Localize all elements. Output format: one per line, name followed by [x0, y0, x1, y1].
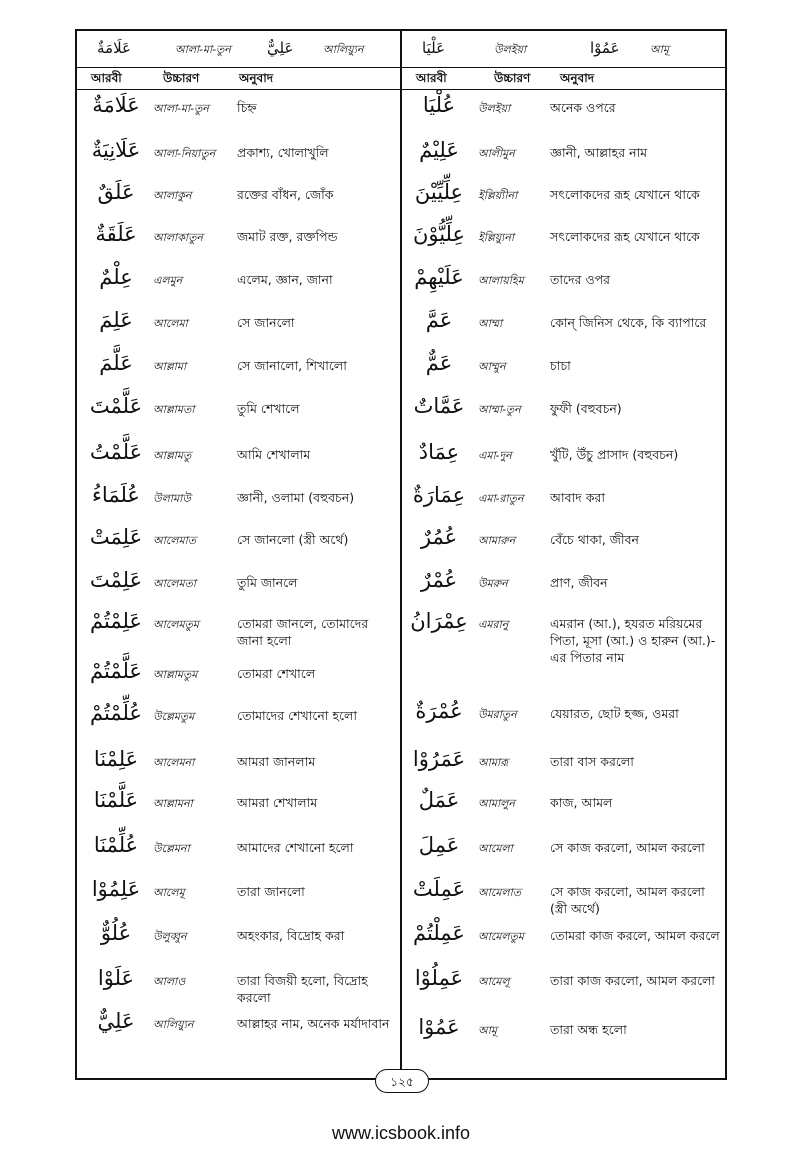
meaning: আবাদ করা	[550, 490, 605, 505]
arabic-word: عَلِمَتْ	[89, 525, 143, 549]
col-arabic-right: আরবী	[416, 71, 447, 85]
col-pron-right: উচ্চারণ	[494, 71, 531, 85]
meaning: সে জানলো	[237, 315, 295, 330]
arabic-word: عَلِيْمٌ	[419, 138, 459, 162]
guide-translit-right-2: আমূ	[650, 43, 669, 56]
meaning: তোমরা জানলে, তোমাদের জানা হলো	[237, 616, 369, 648]
pronunciation: উল্লেমনা	[153, 842, 190, 855]
pronunciation: আলেমনা	[153, 756, 195, 769]
meaning: জমাট রক্ত, রক্তপিন্ড	[237, 229, 338, 244]
page-number: ১২৫	[375, 1069, 429, 1093]
pronunciation: এলমুন	[153, 274, 183, 287]
arabic-word: عَلِمْتَ	[89, 568, 143, 592]
arabic-word: عَمَلٌ	[418, 788, 460, 812]
footer-url: www.icsbook.info	[331, 1123, 471, 1143]
arabic-word: عُمُرٌ	[420, 525, 458, 549]
arabic-word: عَلَّمْتُ	[89, 440, 143, 464]
arabic-word: عَمَّ	[425, 308, 453, 332]
meaning: সে জানলো (স্ত্রী অর্থে)	[237, 532, 349, 547]
meaning: অনেক ওপরে	[550, 100, 616, 115]
pronunciation: উলইয়া	[478, 102, 511, 115]
meaning: চিহ্ন	[237, 100, 257, 115]
pronunciation: উলামাউ	[153, 492, 191, 505]
arabic-word: عُلَمَاءُ	[92, 483, 140, 507]
pronunciation: আম্মা-তুন	[478, 403, 521, 416]
guide-arabic-left-2: عَلِيٌّ	[267, 39, 294, 57]
arabic-word: عُمْرَةٌ	[415, 699, 463, 723]
arabic-word: عَمِلَتْ	[412, 877, 466, 901]
meaning: তুমি জানলে	[237, 575, 298, 590]
pronunciation: আম্মুন	[478, 360, 506, 373]
pronunciation: আলেমূ	[153, 886, 185, 899]
col-meaning-right: অনুবাদ	[560, 71, 595, 85]
guide-arabic-left-1: عَلَامَةٌ	[97, 39, 131, 57]
pronunciation: আল্লামনা	[153, 797, 193, 810]
meaning: তারা জানলো	[237, 884, 305, 899]
pronunciation: ইল্লিয়্যুনা	[478, 231, 515, 244]
arabic-word: عَمِلُوْا	[414, 966, 464, 990]
pronunciation: উলুব্বুন	[153, 930, 187, 943]
left-entry-column	[77, 31, 400, 1078]
arabic-word: عِمَادٌ	[418, 440, 460, 464]
arabic-word: عَلِمُوْا	[91, 877, 141, 901]
arabic-word: عَمُوْا	[418, 1015, 460, 1039]
arabic-word: عَمَرُوْا	[412, 747, 466, 771]
arabic-word: عَلِمَ	[99, 308, 133, 332]
meaning: বেঁচে থাকা, জীবন	[550, 532, 639, 547]
arabic-word: عَلَّمْتُمْ	[90, 659, 142, 683]
pronunciation: এমা-দুন	[478, 449, 512, 462]
pronunciation: আল্লামতু	[153, 449, 192, 462]
arabic-word: عَمِلْتُمْ	[413, 921, 465, 945]
meaning: তোমরা শেখালে	[237, 666, 316, 681]
arabic-word: عَلَقَةٌ	[95, 222, 137, 246]
arabic-word: عَلِمْنَا	[93, 747, 139, 771]
guide-translit-left-2: আলিয়্যুন	[323, 43, 364, 56]
meaning: প্রাণ, জীবন	[550, 575, 608, 590]
pronunciation: ইল্লিয়্যীনা	[478, 189, 518, 202]
pronunciation: আলা-নিয়াতুন	[153, 147, 216, 160]
pronunciation: আলাকাতুন	[153, 231, 203, 244]
pronunciation: আমারুন	[478, 534, 516, 547]
arabic-word: عُلُوٌّ	[100, 921, 132, 945]
arabic-word: عُلِّمْنَا	[93, 833, 139, 857]
pronunciation: আলায়হিম	[478, 274, 524, 287]
meaning: সৎলোকদের রূহ যেখানে থাকে	[550, 187, 700, 202]
pronunciation: আলেমতুম	[153, 618, 199, 631]
meaning: আল্লাহর নাম, অনেক মর্যাদাবান	[237, 1016, 390, 1031]
pronunciation: উল্লেমতুম	[153, 710, 195, 723]
arabic-word: عُمْرٌ	[420, 568, 458, 592]
arabic-word: عُلْيَا	[422, 93, 456, 117]
pronunciation: আমূ	[478, 1024, 497, 1037]
meaning: তারা কাজ করলো, আমল করলো	[550, 973, 715, 988]
pronunciation: আল্লামতুম	[153, 668, 198, 681]
meaning: সৎলোকদের রূহ যেখানে থাকে	[550, 229, 700, 244]
meaning: চাচা	[550, 358, 571, 373]
pronunciation: আমেলূ	[478, 975, 510, 988]
arabic-word: عَلَامَةٌ	[92, 93, 140, 117]
pronunciation: আমালুন	[478, 797, 515, 810]
meaning: প্রকাশ্য, খোলাখুলি	[237, 145, 329, 160]
meaning: খুঁটি, উঁচু প্রাসাদ (বহুবচন)	[550, 447, 679, 462]
meaning: তারা অন্ধ হলো	[550, 1022, 627, 1037]
guide-translit-left-1: আলা-মা-তুন	[175, 43, 231, 56]
pronunciation: আলেমতা	[153, 577, 196, 590]
arabic-word: عِلِّيِّيْنَ	[414, 180, 464, 204]
pronunciation: আমারূ	[478, 756, 509, 769]
arabic-word: عَلِيٌّ	[97, 1009, 135, 1033]
arabic-word: عَلِمْتُمْ	[90, 609, 142, 633]
meaning: যেয়ারত, ছোট হজ্জ, ওমরা	[550, 706, 679, 721]
right-entry-column	[402, 31, 725, 1078]
pronunciation: আল্লামতা	[153, 403, 195, 416]
meaning: আমাদের শেখানো হলো	[237, 840, 354, 855]
arabic-word: عَمٌّ	[425, 351, 453, 375]
arabic-word: عَلَقٌ	[97, 180, 135, 204]
arabic-word: عَلَّمَ	[99, 351, 133, 375]
pronunciation: আলা-মা-তুন	[153, 102, 209, 115]
meaning: জ্ঞানী, ওলামা (বহুবচন)	[237, 490, 355, 505]
guide-arabic-right-1: عَلْيَا	[422, 39, 446, 57]
arabic-word: عِلْمٌ	[99, 265, 133, 289]
meaning: তোমাদের শেখানো হলো	[237, 708, 357, 723]
col-pron-left: উচ্চারণ	[163, 71, 200, 85]
col-meaning-left: অনুবাদ	[239, 71, 274, 85]
meaning: আমরা জানলাম	[237, 754, 316, 769]
guide-translit-right-1: উলইয়া	[494, 43, 527, 56]
meaning: এলেম, জ্ঞান, জানা	[237, 272, 333, 287]
meaning: কাজ, আমল	[550, 795, 613, 810]
pronunciation: এমা-রাতুন	[478, 492, 524, 505]
meaning: অহংকার, বিদ্রোহ করা	[237, 928, 345, 943]
pronunciation: উমরুন	[478, 577, 508, 590]
meaning: এমরান (আ.), হযরত মরিয়মের পিতা, মূসা (আ.) ও হারুন (আ.)-এর পিতার নাম	[550, 616, 716, 665]
arabic-word: عُلِّمْتُمْ	[90, 701, 142, 725]
meaning: রক্তের বাঁধন, জোঁক	[237, 187, 334, 202]
meaning: সে কাজ করলো, আমল করলো	[550, 840, 705, 855]
pronunciation: আম্মা	[478, 317, 503, 330]
pronunciation: আমেলতুম	[478, 930, 524, 943]
meaning: জ্ঞানী, আল্লাহর নাম	[550, 145, 648, 160]
meaning: ফুফী (বহুবচন)	[550, 401, 622, 416]
pronunciation: এমরানু	[478, 618, 509, 631]
col-arabic-left: আরবী	[91, 71, 122, 85]
pronunciation: আমেলাত	[478, 886, 521, 899]
meaning: সে জানালো, শিখালো	[237, 358, 347, 373]
arabic-word: عِمْرَانُ	[410, 609, 468, 633]
meaning: সে কাজ করলো, আমল করলো (স্ত্রী অর্থে)	[550, 884, 705, 916]
arabic-word: عِمَارَةٌ	[412, 483, 466, 507]
pronunciation: আমেলা	[478, 842, 513, 855]
meaning: তারা বাস করলো	[550, 754, 634, 769]
dictionary-page	[75, 29, 727, 1089]
guide-arabic-right-2: عَمُوْا	[590, 39, 620, 57]
meaning: তোমরা কাজ করলে, আমল করলে	[550, 928, 720, 943]
arabic-word: عَمِلَ	[418, 833, 460, 857]
pronunciation: আলাকুন	[153, 189, 192, 202]
arabic-word: عَلَيْهِمْ	[414, 265, 464, 289]
pronunciation: আলেমাত	[153, 534, 196, 547]
pronunciation: আলাও	[153, 975, 186, 988]
arabic-word: عَلَّمْتَ	[89, 394, 143, 418]
meaning: আমরা শেখালাম	[237, 795, 318, 810]
meaning: তুমি শেখালে	[237, 401, 300, 416]
meaning: তারা বিজয়ী হলো, বিদ্রোহ করলো	[237, 973, 368, 1005]
arabic-word: عَلَانِيَةٌ	[91, 138, 141, 162]
pronunciation: আলীমুন	[478, 147, 515, 160]
pronunciation: আলেমা	[153, 317, 188, 330]
pronunciation: আল্লামা	[153, 360, 187, 373]
arabic-word: عَلَّمْنَا	[93, 788, 139, 812]
pronunciation: উমরাতুন	[478, 708, 517, 721]
arabic-word: عَلَوْا	[97, 966, 135, 990]
pronunciation: আলিয়্যুন	[153, 1018, 194, 1031]
meaning: কোন্ জিনিস থেকে, কি ব্যাপারে	[550, 315, 707, 330]
arabic-word: عَمَّاتٌ	[413, 394, 465, 418]
meaning: আমি শেখালাম	[237, 447, 311, 462]
arabic-word: عِلِّيُّوْنَ	[412, 222, 466, 246]
meaning: তাদের ওপর	[550, 272, 611, 287]
